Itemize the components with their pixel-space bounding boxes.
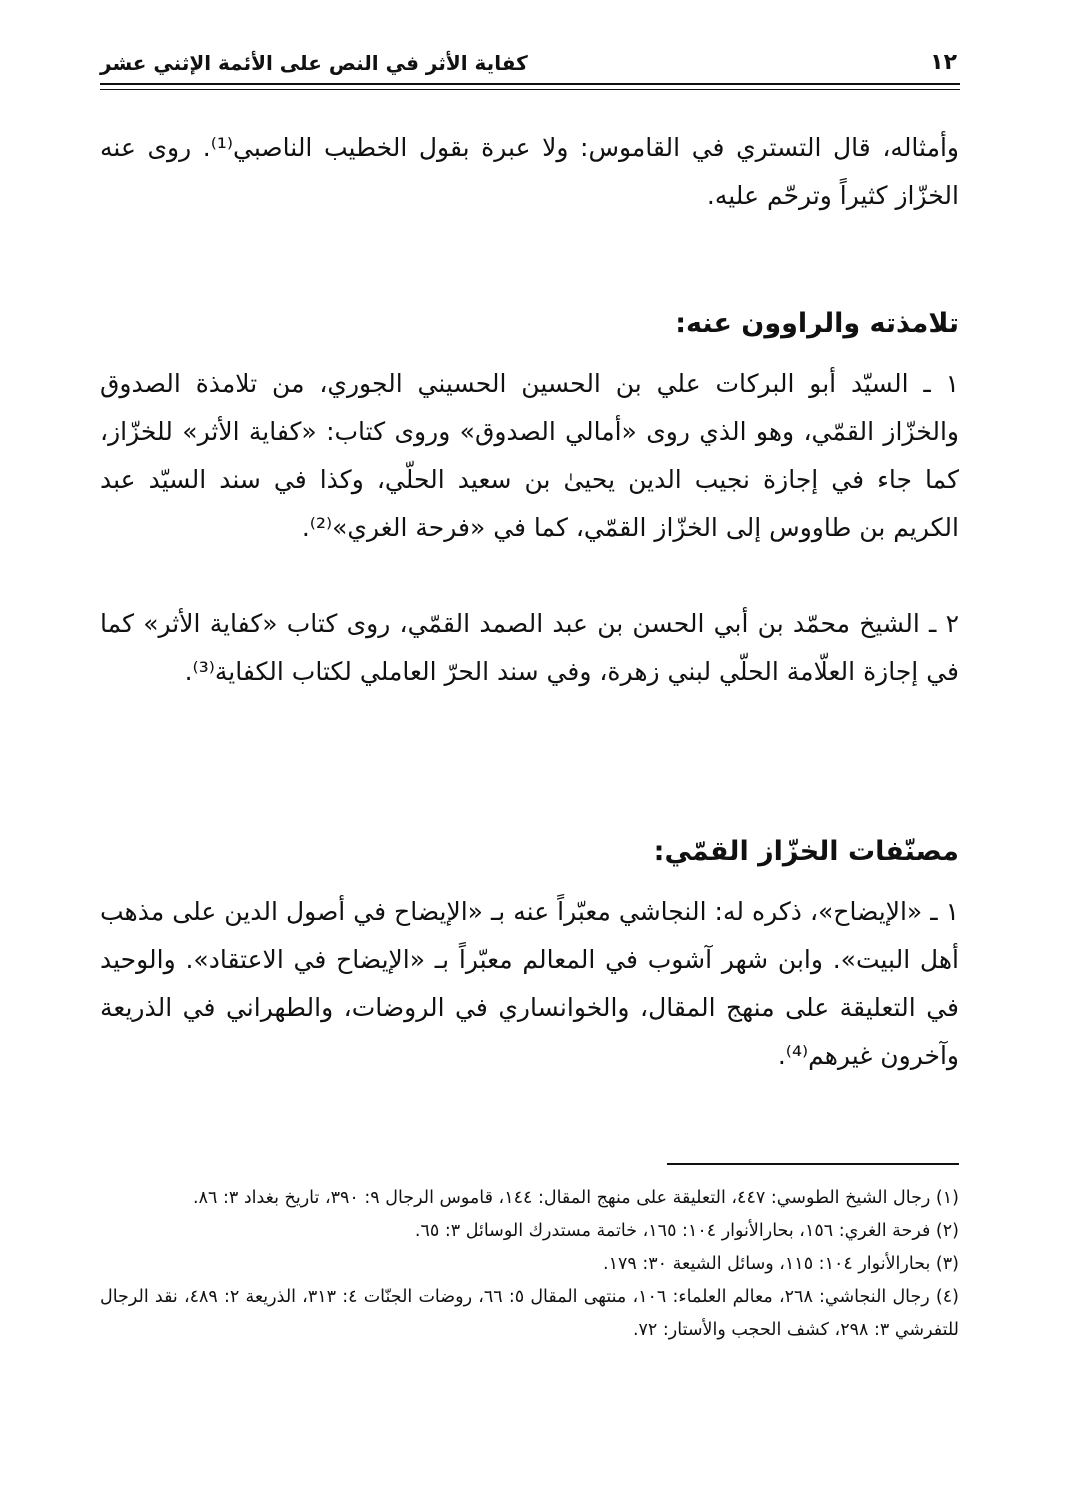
header-rule-thick	[100, 83, 960, 85]
students-heading: تلامذته والراوون عنه:	[675, 308, 959, 339]
student-1-paragraph: ١ ـ السيّد أبو البركات علي بن الحسين الحسيني الجوري، من تلامذة الصدوق والخزّاز القمّي، وهو الذي روى «أمالي الصدوق» وروى كتاب: «كفاية الأثر» للخزّاز، كما جاء في إجازة نجيب الدين يحيىٰ بن سعيد الحلّي، وكذا في سند السيّد عبد الكريم بن طاووس إلى الخزّاز القمّي، كما في «فرحة الغري»⁽²⁾.	[100, 369, 959, 542]
running-header-title: كفاية الأثر في النص على الأئمة الإثني عشر	[100, 51, 528, 75]
works-heading: مصنّفات الخزّاز القمّي:	[653, 836, 959, 867]
footnote-1: (١) رجال الشيخ الطوسي: ٤٤٧، التعليقة على منهج المقال: ١٤٤، قاموس الرجال ٩: ٣٩٠، تاريخ بغداد ٣: ٨٦.	[193, 1188, 959, 1208]
student-2-paragraph: ٢ ـ الشيخ محمّد بن أبي الحسن بن عبد الصمد القمّي، روى كتاب «كفاية الأثر» كما في إجازة العلّامة الحلّي لبني زهرة، وفي سند الحرّ العاملي لكتاب الكفاية⁽³⁾.	[100, 609, 959, 686]
page-number: ١٢	[930, 50, 957, 75]
footnote-separator	[667, 1163, 959, 1165]
footnote-4: (٤) رجال النجاشي: ٢٦٨، معالم العلماء: ١٠٦، منتهى المقال ٥: ٦٦، روضات الجنّات ٤: ٣١٣، الذريعة ٢: ٤٨٩، نقد الرجال للتفرشي ٣: ٢٩٨، كشف الحجب والأستار: ٧٢.	[100, 1287, 959, 1340]
header-rule-thin	[100, 89, 960, 90]
intro-paragraph: وأمثاله، قال التستري في القاموس: ولا عبرة بقول الخطيب الناصبي⁽¹⁾. روى عنه الخزّاز كثيراً وترحّم عليه.	[100, 133, 960, 210]
footnotes-list	[100, 1182, 959, 1347]
footnote-2: (٢) فرحة الغري: ١٥٦، بحارالأنوار ١٠٤: ١٦٥، خاتمة مستدرك الوسائل ٣: ٦٥.	[414, 1221, 959, 1241]
work-1-paragraph: ١ ـ «الإيضاح»، ذكره له: النجاشي معبّراً عنه بـ «الإيضاح في أصول الدين على مذهب أهل البيت». وابن شهر آشوب في المعالم معبّراً بـ «الإيضاح في الاعتقاد». والوحيد في التعليقة على منهج المقال، والخوانساري في الروضات، والطهراني في الذريعة وآخرون غيرهم⁽⁴⁾.	[100, 897, 959, 1070]
footnote-3: (٣) بحارالأنوار ١٠٤: ١١٥، وسائل الشيعة ٣٠: ١٧٩.	[603, 1254, 959, 1274]
